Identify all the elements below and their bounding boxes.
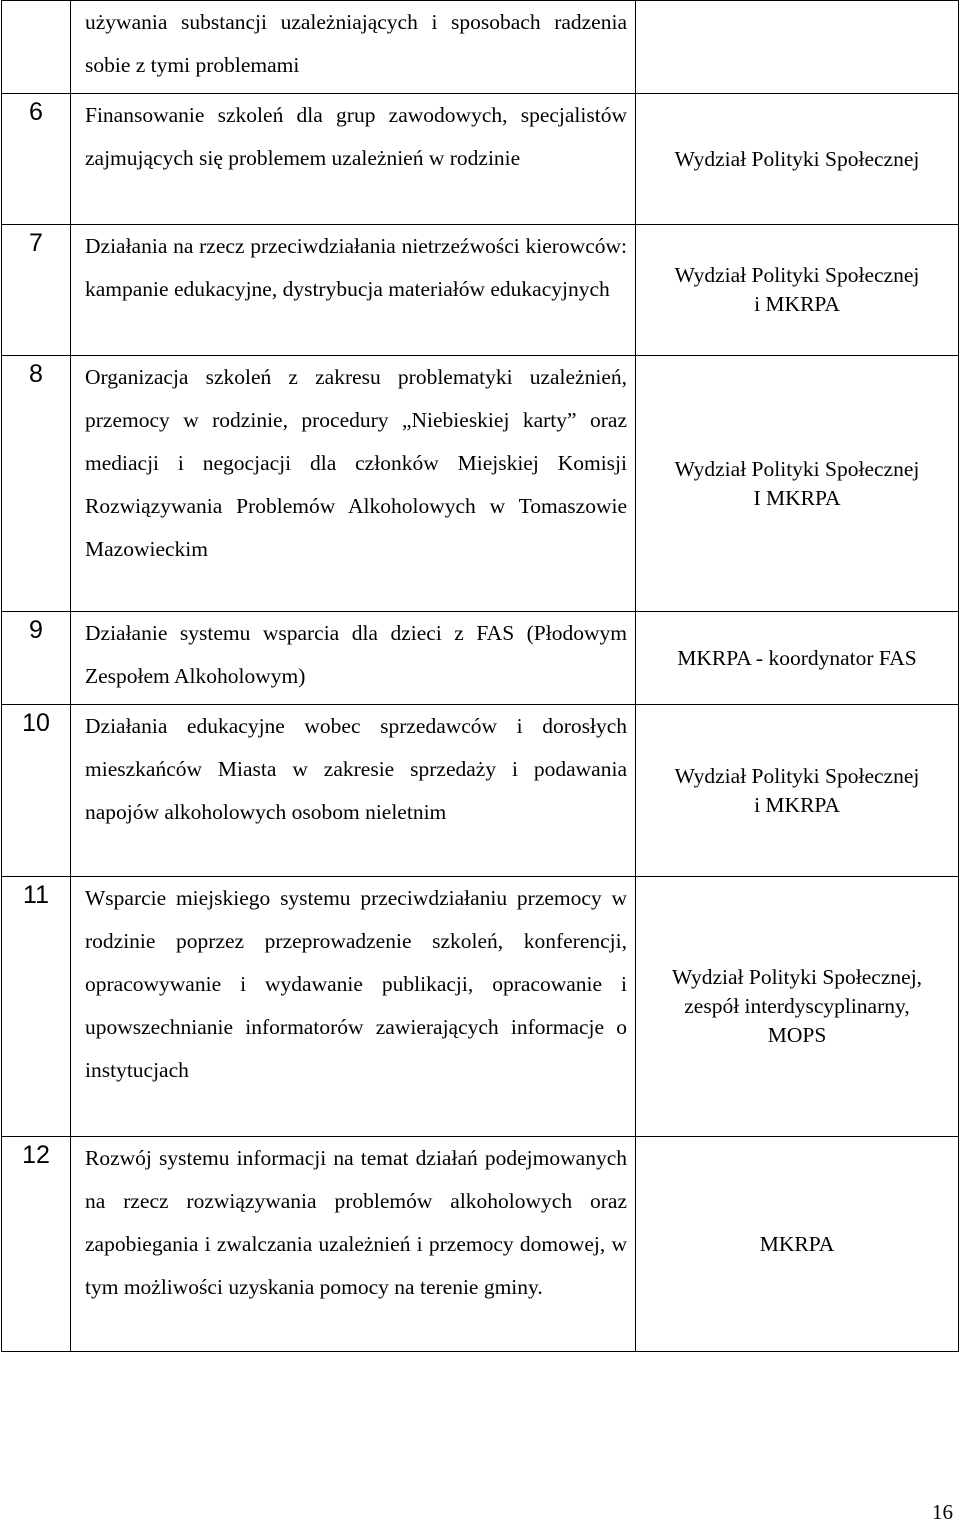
table-row bbox=[2, 705, 959, 877]
responsible-unit: I MKRPA bbox=[753, 485, 841, 510]
page-number: 16 bbox=[932, 1500, 953, 1524]
table-row bbox=[2, 612, 959, 705]
task-description: Działania na rzecz przeciwdziałania nietrzeźwości kierowców: kampanie edukacyjne, dystrybucja materiałów edukacyjnych bbox=[85, 234, 627, 301]
task-description: Działania edukacyjne wobec sprzedawców i dorosłych mieszkańców Miasta w zakresie sprzedaży i podawania napojów alkoholowych osobom nieletnim bbox=[85, 714, 627, 824]
responsible-cell bbox=[636, 1, 959, 94]
responsible-unit: i MKRPA bbox=[754, 292, 840, 316]
responsible-unit: i MKRPA bbox=[754, 792, 840, 817]
task-description: używania substancji uzależniających i sposobach radzenia sobie z tymi problemami bbox=[85, 10, 627, 77]
table-row bbox=[2, 356, 959, 612]
responsible-unit: Wydział Polityki Społecznej bbox=[674, 263, 920, 287]
task-description: Wsparcie miejskiego systemu przeciwdziałaniu przemocy w rodzinie poprzez przeprowadzenie szkoleń, konferencji, opracowywanie i wydawanie publikacji, opracowanie i upowszechnianie informatorów zawierających informacje o instytucjach bbox=[85, 886, 627, 1082]
responsible-unit: MKRPA bbox=[759, 1231, 835, 1256]
responsible-unit: Wydział Polityki Społecznej, bbox=[671, 965, 923, 989]
row-number: 7 bbox=[2, 225, 71, 356]
responsible-unit: Wydział Polityki Społecznej bbox=[674, 456, 920, 481]
responsible-unit: Wydział Polityki Społecznej bbox=[674, 763, 920, 788]
task-description: Organizacja szkoleń z zakresu problematyki uzależnień, przemocy w rodzinie, procedury „Niebieskiej karty” oraz mediacji i negocjacji dla członków Miejskiej Komisji Rozwiązywania Problemów Alkoholowych w Tomaszowie Mazowieckim bbox=[85, 365, 627, 561]
responsible-unit: zespół interdyscyplinarny, bbox=[684, 994, 910, 1018]
row-number bbox=[2, 1, 71, 94]
responsible-unit: MKRPA - koordynator FAS bbox=[677, 645, 917, 670]
table-row bbox=[2, 877, 959, 1137]
task-description: Finansowanie szkoleń dla grup zawodowych, specjalistów zajmujących się problemem uzależnień w rodzinie bbox=[85, 103, 627, 170]
responsible-cell bbox=[636, 94, 959, 225]
responsible-cell bbox=[636, 612, 959, 705]
row-number: 11 bbox=[2, 877, 71, 1137]
responsible-unit: Wydział Polityki Społecznej bbox=[674, 146, 920, 171]
responsible-cell bbox=[636, 1137, 959, 1352]
table-row bbox=[2, 1137, 959, 1352]
responsible-cell bbox=[636, 356, 959, 612]
row-number: 6 bbox=[2, 94, 71, 225]
table-row bbox=[2, 1, 959, 94]
row-number: 8 bbox=[2, 356, 71, 612]
row-number: 12 bbox=[2, 1137, 71, 1352]
responsible-cell bbox=[636, 225, 959, 356]
table-row bbox=[2, 94, 959, 225]
responsible-cell bbox=[636, 877, 959, 1137]
row-number: 9 bbox=[2, 612, 71, 705]
task-description: Rozwój systemu informacji na temat działań podejmowanych na rzecz rozwiązywania problemów alkoholowych oraz zapobiegania i zwalczania uzależnień i przemocy domowej, w tym możliwości uzyskania pomocy na terenie gminy. bbox=[85, 1146, 627, 1299]
table-row bbox=[2, 225, 959, 356]
responsible-cell bbox=[636, 705, 959, 877]
tasks-table bbox=[1, 0, 959, 1352]
responsible-unit: MOPS bbox=[767, 1023, 827, 1047]
task-description: Działanie systemu wsparcia dla dzieci z FAS (Płodowym Zespołem Alkoholowym) bbox=[85, 621, 627, 688]
row-number: 10 bbox=[2, 705, 71, 877]
